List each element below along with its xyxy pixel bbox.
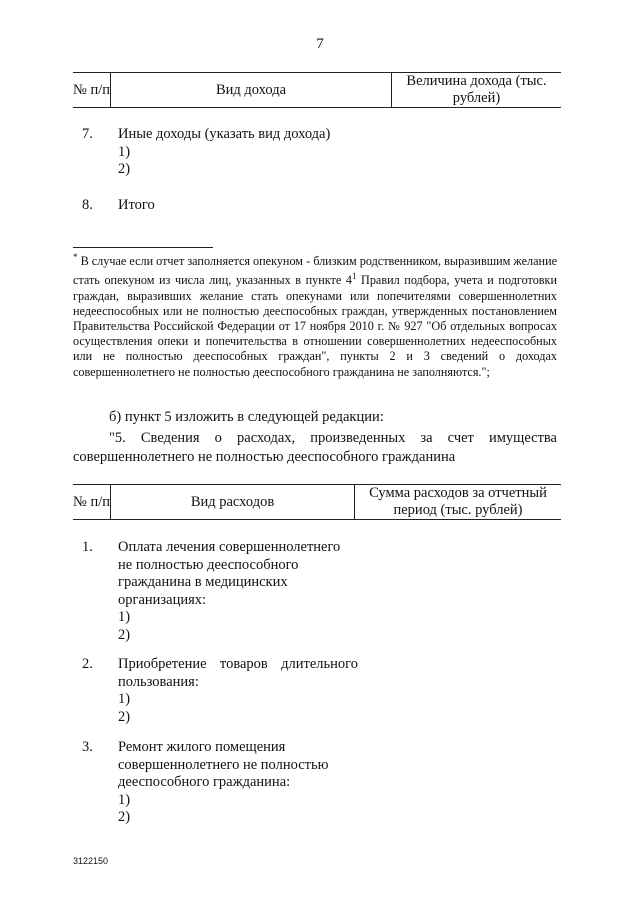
paragraph-5-heading: "5. Сведения о расходах, произведенных за счет имущества совершеннолетнего не полностью дееспособного гражданина (73, 430, 557, 465)
row-sub-2: 2) (118, 809, 131, 825)
footnote-marker: * (73, 252, 78, 262)
row-text: Приобретение товаров длительного пользования: (118, 656, 358, 690)
row-text: Ремонт жилого помещения совершеннолетнего не полностью дееспособного гражданина: (118, 739, 329, 790)
row-sub-1: 1) (118, 609, 131, 625)
income-col-type: Вид дохода (111, 73, 392, 108)
document-id: 3122150 (73, 856, 109, 866)
row-text: Оплата лечения совершеннолетнего не полностью дееспособного гражданина в медицинских организациях: (118, 539, 341, 608)
row-number: 8. (82, 197, 93, 213)
row-number: 2. (82, 656, 93, 672)
expense-col-number: № п/п (73, 485, 111, 520)
row-sub-1: 1) (118, 143, 131, 160)
paragraph-b: б) пункт 5 изложить в следующей редакции: (109, 409, 384, 425)
income-table-header (73, 72, 561, 108)
expense-col-type: Вид расходов (111, 485, 355, 520)
row-sub-2: 2) (118, 708, 131, 725)
footnote-superscript: 1 (351, 271, 357, 282)
page-number: 7 (316, 36, 324, 52)
income-col-amount: Величина дохода (тыс. рублей) (392, 73, 562, 108)
income-col-number: № п/п (73, 73, 111, 108)
expense-table-header (73, 484, 561, 520)
row-sub-1: 1) (118, 791, 131, 808)
row-sub-2: 2) (118, 626, 131, 643)
row-number: 1. (82, 539, 93, 555)
row-number: 3. (82, 739, 93, 755)
footnote-text-1: В случае если отчет заполняется опекуном - близким родственником, выразившим желание стать опекуном из числа лиц, указанных в пункте 4 (73, 254, 558, 288)
row-sub-1: 1) (118, 691, 131, 707)
row-number: 7. (82, 126, 93, 142)
footnote (73, 250, 557, 380)
expense-col-amount: Сумма расходов за отчетный период (тыс. рублей) (355, 485, 562, 520)
row-sub-2: 2) (118, 161, 131, 177)
footnote-text-2: Правил подбора, учета и подготовки граждан, выразивших желание стать опекунами или попечителями совершеннолетних недееспособных или не полностью дееспособных граждан, утвержденных постановлением Правительства Российской Федерации от 17 ноября 2010 г. № 927 "Об отдельных вопросах осуществления опеки и попечительства в отношении совершеннолетних недееспособных или не полностью дееспособных граждан", пункты 2 и 3 сведений о доходах совершеннолетнего не полностью дееспособного гражданина не заполняются."; (73, 273, 557, 379)
footnote-divider (73, 247, 213, 248)
row-text: Иные доходы (указать вид дохода) (118, 126, 331, 142)
row-text: Итого (118, 197, 155, 213)
